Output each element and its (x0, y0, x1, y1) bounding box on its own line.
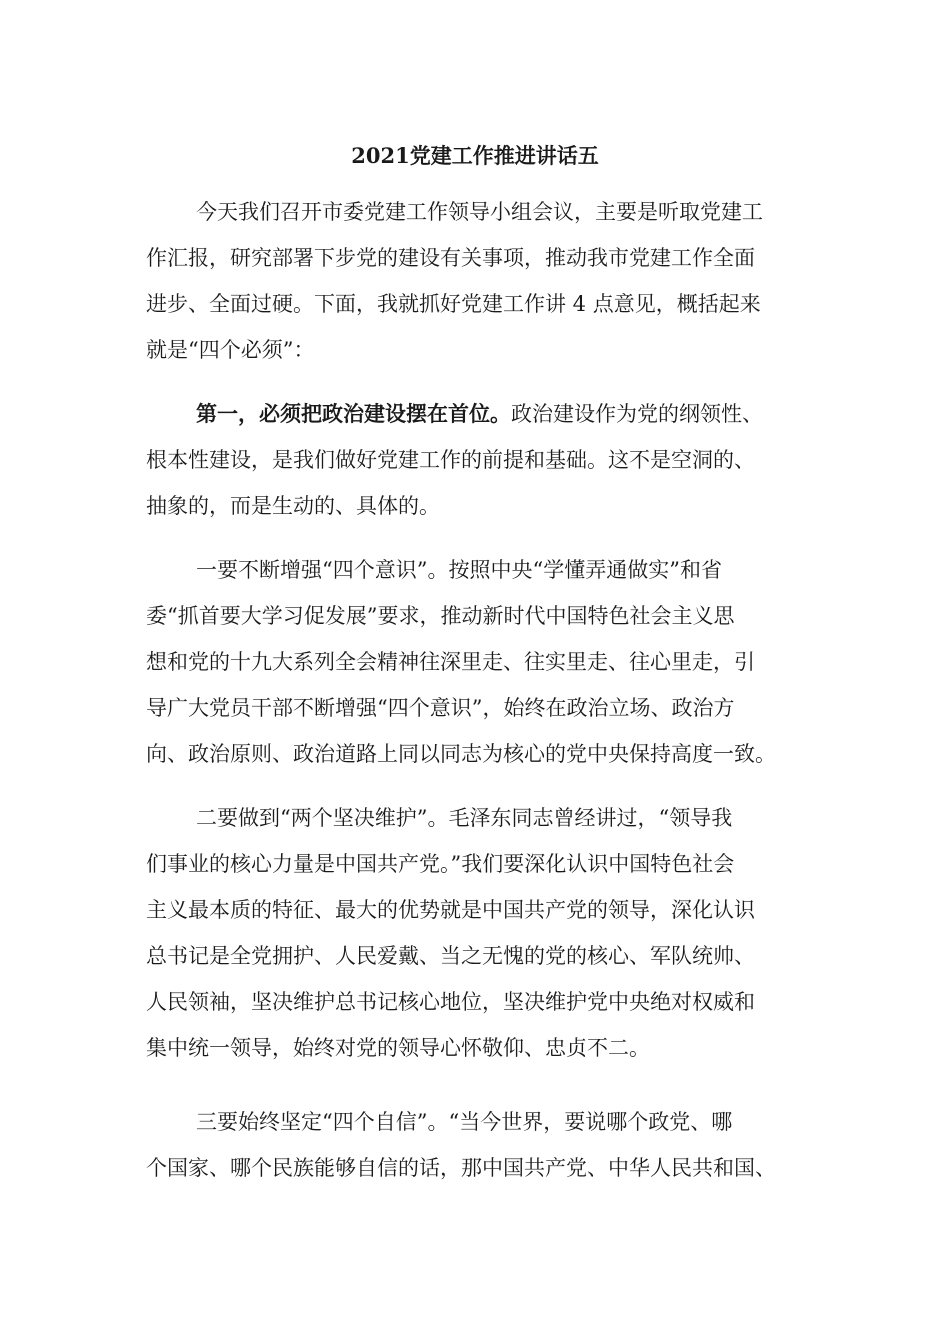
section-heading-line (196, 398, 814, 430)
paragraph-line: 主义最本质的特征、最大的优势就是中国共产党的领导，深化认识 (146, 898, 755, 922)
paragraph-line: 想和党的十九大系列全会精神往深里走、往实里走、往心里走，引 (146, 650, 755, 674)
paragraph-line: 委“抓首要大学习促发展”要求，推动新时代中国特色社会主义思 (146, 604, 735, 628)
paragraph-line: 作汇报，研究部署下步党的建设有关事项，推动我市党建工作全面 (146, 246, 755, 270)
paragraph-line: 人民领袖，坚决维护总书记核心地位，坚决维护党中央绝对权威和 (146, 990, 755, 1014)
section-heading: 第一，必须把政治建设摆在首位。 (196, 401, 511, 426)
paragraph-line: 三要始终坚定“四个自信”。“当今世界，要说哪个政党、哪 (196, 1110, 733, 1134)
paragraph-line: 个国家、哪个民族能够自信的话，那中国共产党、中华人民共和国、 (146, 1156, 776, 1180)
paragraph-line: 抽象的，而是生动的、具体的。 (146, 494, 440, 518)
paragraph-line: 们事业的核心力量是中国共产党。”我们要深化认识中国特色社会 (146, 852, 735, 876)
paragraph-line: 进步、全面过硬。下面，我就抓好党建工作讲 4 点意见，概括起来 (146, 292, 761, 316)
paragraph-line: 今天我们召开市委党建工作领导小组会议，主要是听取党建工 (196, 200, 763, 224)
paragraph-line: 就是“四个必须”： (146, 338, 315, 362)
paragraph-line: 一要不断增强“四个意识”。按照中央“学懂弄通做实”和省 (196, 558, 722, 582)
paragraph-text: 政治建设作为党的纲领性、 (511, 402, 763, 426)
paragraph-line: 二要做到“两个坚决维护”。毛泽东同志曾经讲过，“领导我 (196, 806, 733, 830)
paragraph-line: 根本性建设，是我们做好党建工作的前提和基础。这不是空洞的、 (146, 448, 755, 472)
paragraph-line: 导广大党员干部不断增强“四个意识”，始终在政治立场、政治方 (146, 696, 735, 720)
document-title: 2021党建工作推进讲话五 (351, 143, 599, 168)
paragraph-line: 向、政治原则、政治道路上同以同志为核心的党中央保持高度一致。 (146, 742, 776, 766)
paragraph-line: 集中统一领导，始终对党的领导心怀敬仰、忠贞不二。 (146, 1036, 650, 1060)
paragraph-line: 总书记是全党拥护、人民爱戴、当之无愧的党的核心、军队统帅、 (146, 944, 755, 968)
